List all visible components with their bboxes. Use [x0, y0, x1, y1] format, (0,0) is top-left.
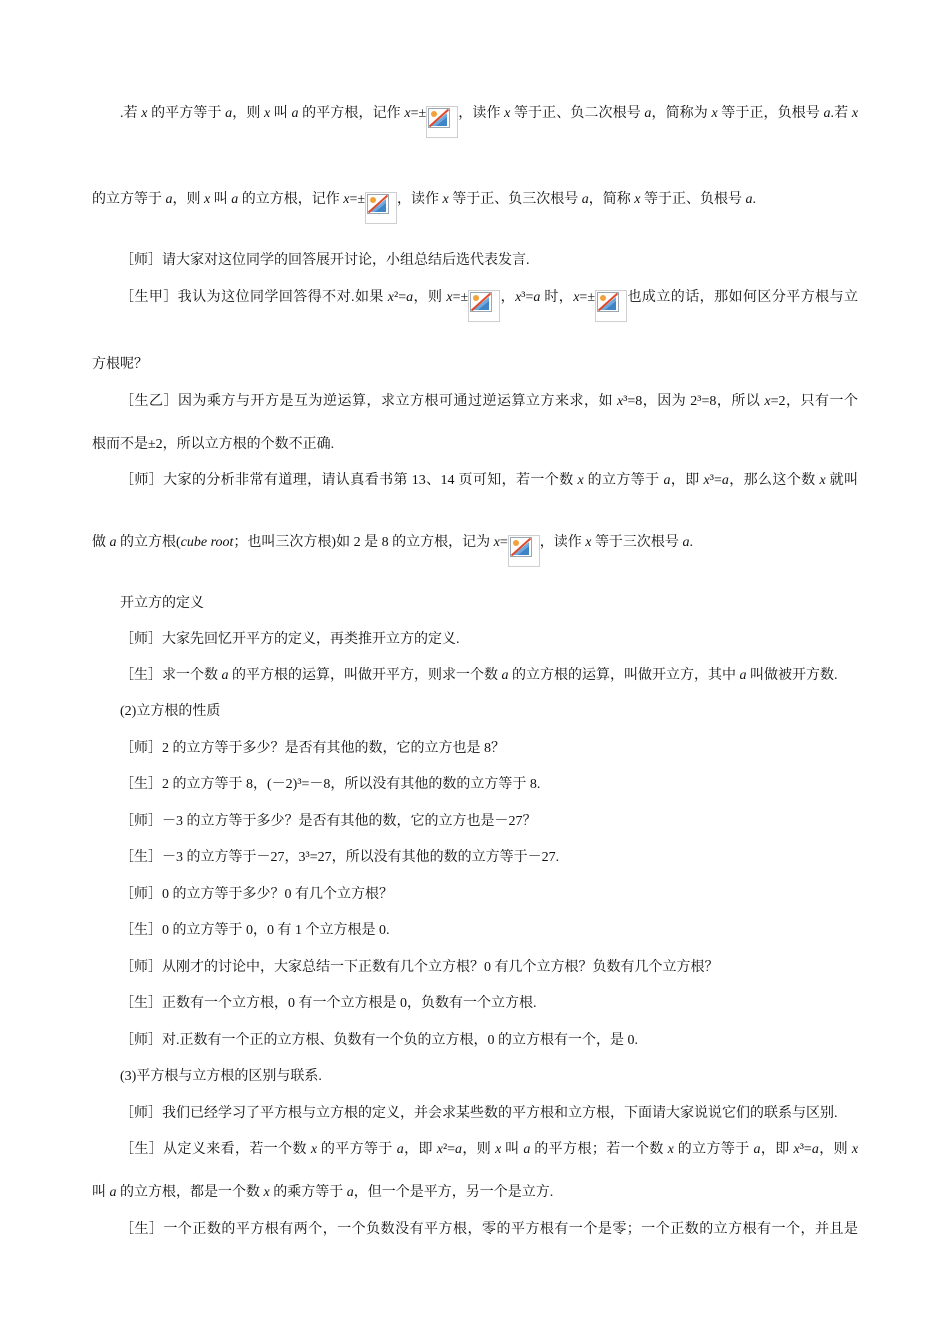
- text-run: 叫: [92, 1185, 110, 1200]
- text-line: [92, 1032, 858, 1050]
- text-run: ［生］求一个数: [120, 668, 222, 683]
- text-run: ［师］请大家对这位同学的回答展开讨论，小组总结后选代表发言.: [120, 253, 530, 268]
- text-line: [92, 356, 858, 374]
- italic-term: x: [703, 473, 710, 488]
- italic-term: x: [616, 394, 624, 409]
- text-run: ［生］2 的立方等于 8，(－2)³=－8，所以没有其他的数的立方等于 8.: [120, 777, 541, 792]
- text-line: [92, 1105, 858, 1123]
- italic-term: a: [644, 106, 652, 121]
- italic-term: a: [225, 106, 233, 121]
- text-run: ，读作: [539, 535, 586, 550]
- text-line: [92, 289, 858, 322]
- text-run: ［师］大家的分析非常有道理，请认真看书第 13、14 页可知，若一个数: [120, 473, 578, 488]
- text-run: 的立方根，都是一个数: [116, 1185, 264, 1200]
- text-run: 叫: [210, 192, 232, 207]
- text-line: [92, 472, 858, 490]
- text-run: (3)平方根与立方根的区别与联系.: [120, 1069, 322, 1084]
- italic-term: a: [682, 535, 690, 550]
- text-run: 的立方等于: [92, 192, 166, 207]
- italic-term: x: [577, 473, 584, 488]
- broken-image-icon: [595, 290, 627, 322]
- text-run: 叫做被开方数.: [746, 668, 838, 683]
- italic-term: a: [811, 1142, 819, 1157]
- text-run: 开立方的定义: [120, 596, 204, 611]
- text-line: [92, 886, 858, 904]
- italic-term: x: [310, 1142, 318, 1157]
- text-run: ［师］大家先回忆开平方的定义，再类推开立方的定义.: [120, 632, 460, 647]
- text-line: [92, 995, 858, 1013]
- text-run: ，简称: [588, 192, 635, 207]
- text-run: ，即: [403, 1142, 437, 1157]
- italic-term: a: [721, 473, 729, 488]
- text-line: [92, 740, 858, 758]
- text-run: ［师］从刚才的讨论中，大家总结一下正数有几个立方根？0 有几个立方根？负数有几个立方根？: [120, 960, 719, 975]
- text-run: 的平方等于: [147, 106, 226, 121]
- italic-term: a: [455, 1142, 463, 1157]
- text-run: ，即: [760, 1142, 794, 1157]
- italic-term: x: [204, 192, 211, 207]
- text-run: =±: [452, 290, 469, 305]
- text-run: ，则: [818, 1142, 852, 1157]
- text-run: .: [752, 192, 756, 207]
- text-line: [92, 393, 858, 411]
- text-line: [92, 776, 858, 794]
- text-run: ［生］正数有一个立方根，0 有一个立方根是 0，负数有一个立方根.: [120, 996, 537, 1011]
- text-line: [92, 667, 858, 685]
- text-run: =±: [410, 106, 427, 121]
- italic-term: a: [109, 535, 117, 550]
- text-run: ，简称为: [651, 106, 712, 121]
- italic-term: x: [264, 106, 271, 121]
- text-run: 等于三次根号: [591, 535, 683, 550]
- text-run: 就叫: [825, 473, 859, 488]
- text-line: [92, 922, 858, 940]
- italic-term: x: [585, 535, 592, 550]
- italic-term: x: [793, 1142, 800, 1157]
- text-line: [92, 813, 858, 831]
- italic-term: a: [396, 1142, 404, 1157]
- text-run: 的立方根的运算，叫做开立方，其中: [508, 668, 740, 683]
- text-run: ［师］我们已经学习了平方根与立方根的定义，并会求某些数的平方根和立方根，下面请大家说说它们的联系与区别.: [120, 1106, 838, 1121]
- text-line: [92, 1184, 858, 1202]
- italic-term: a: [501, 668, 509, 683]
- text-run: 等于正，负根号: [717, 106, 824, 121]
- italic-term: x: [851, 1142, 859, 1157]
- text-run: ；也叫三次方根)如 2 是 8 的立方根，记为: [233, 535, 494, 550]
- italic-term: a: [739, 668, 747, 683]
- broken-image-icon: [365, 192, 397, 224]
- broken-image-icon: [508, 535, 540, 567]
- text-run: ，那么这个数: [728, 473, 820, 488]
- text-run: ［生］0 的立方等于 0，0 有 1 个立方根是 0.: [120, 923, 390, 938]
- italic-term: a: [165, 192, 173, 207]
- text-line: [92, 534, 858, 567]
- text-run: =±: [349, 192, 366, 207]
- text-run: 也成立的话，那如何区分平方根与立: [627, 290, 859, 305]
- text-run: ［生］从定义来看，若一个数: [120, 1142, 311, 1157]
- text-line: [92, 191, 858, 224]
- italic-term: a: [346, 1185, 354, 1200]
- text-run: ，读作: [458, 106, 505, 121]
- text-run: ³=: [521, 290, 534, 305]
- text-run: ［师］－3 的立方等于多少？是否有其他的数，它的立方也是－27？: [120, 814, 537, 829]
- text-run: ，即: [670, 473, 704, 488]
- text-run: ³=: [709, 473, 722, 488]
- broken-image-icon: [468, 290, 500, 322]
- italic-term: a: [663, 473, 671, 488]
- italic-term: x: [343, 192, 350, 207]
- italic-term: a: [231, 192, 239, 207]
- text-run: ［生乙］因为乘方与开方是互为逆运算，求立方根可通过逆运算立方来求，如: [120, 394, 617, 409]
- italic-term: a: [753, 1142, 761, 1157]
- italic-term: a: [221, 668, 229, 683]
- text-run: ［师］2 的立方等于多少？是否有其他的数，它的立方也是 8？: [120, 741, 505, 756]
- italic-term: cube root: [180, 535, 234, 550]
- text-run: (2)立方根的性质: [120, 704, 221, 719]
- italic-term: a: [291, 106, 299, 121]
- italic-term: x: [667, 1142, 674, 1157]
- text-run: ，则: [172, 192, 204, 207]
- text-run: ³=: [799, 1142, 812, 1157]
- section-heading: [92, 1068, 858, 1086]
- italic-term: x: [387, 290, 394, 305]
- text-run: ，但一个是平方，另一个是立方.: [353, 1185, 554, 1200]
- italic-term: x: [515, 290, 522, 305]
- text-run: 做: [92, 535, 110, 550]
- text-line: [92, 105, 858, 138]
- text-run: 等于正、负根号: [640, 192, 746, 207]
- text-run: ［师］0 的立方等于多少？0 有几个立方根？: [120, 887, 393, 902]
- text-run: 叫: [270, 106, 292, 121]
- text-run: 的平方根；若一个数: [530, 1142, 668, 1157]
- italic-term: x: [819, 473, 826, 488]
- italic-term: x: [436, 1142, 443, 1157]
- italic-term: x: [711, 106, 718, 121]
- text-line: [92, 252, 858, 270]
- text-line: [92, 1141, 858, 1159]
- italic-term: x: [442, 192, 449, 207]
- text-run: 根而不是±2，所以立方根的个数不正确.: [92, 437, 335, 452]
- text-run: ²=: [394, 290, 407, 305]
- italic-term: x: [263, 1185, 270, 1200]
- text-run: ［生］一个正数的平方根有两个，一个负数没有平方根，零的平方根有一个是零；一个正数的立方根有一个，并且是: [120, 1222, 858, 1237]
- text-run: ［师］对.正数有一个正的立方根、负数有一个负的立方根，0 的立方根有一个，是 0.: [120, 1033, 638, 1048]
- italic-term: x: [446, 290, 453, 305]
- text-run: 的平方等于: [317, 1142, 397, 1157]
- text-run: ，则: [413, 290, 447, 305]
- text-run: .若: [120, 106, 142, 121]
- text-line: [92, 1221, 858, 1239]
- text-run: ²=: [442, 1142, 456, 1157]
- text-run: 的立方等于: [673, 1142, 754, 1157]
- text-run: ［生甲］我认为这位同学回答得不对.如果: [120, 290, 388, 305]
- text-run: =±: [579, 290, 596, 305]
- italic-term: x: [495, 1142, 502, 1157]
- italic-term: a: [406, 290, 414, 305]
- text-run: 的乘方等于: [269, 1185, 347, 1200]
- text-run: 的平方根，记作: [298, 106, 405, 121]
- section-heading: [92, 595, 858, 613]
- text-run: 的立方根，记作: [238, 192, 344, 207]
- italic-term: x: [404, 106, 411, 121]
- text-run: 等于正、负二次根号: [510, 106, 645, 121]
- text-run: ，读作: [397, 192, 443, 207]
- text-run: 的平方根的运算，叫做开平方，则求一个数: [228, 668, 502, 683]
- text-run: 叫: [501, 1142, 524, 1157]
- text-line: [92, 959, 858, 977]
- text-line: [92, 436, 858, 454]
- text-run: ，: [500, 290, 516, 305]
- text-run: =: [499, 535, 508, 550]
- italic-term: x: [764, 394, 771, 409]
- italic-term: a: [533, 290, 541, 305]
- text-run: 时，: [540, 290, 574, 305]
- section-heading: [92, 703, 858, 721]
- text-run: 的立方等于: [583, 473, 664, 488]
- italic-term: x: [851, 106, 859, 121]
- italic-term: a: [745, 192, 753, 207]
- text-run: ，则: [232, 106, 265, 121]
- italic-term: x: [634, 192, 641, 207]
- text-run: .: [689, 535, 693, 550]
- text-run: ［生］－3 的立方等于－27，3³=27，所以没有其他的数的立方等于－27.: [120, 850, 560, 865]
- italic-term: a: [823, 106, 831, 121]
- italic-term: a: [109, 1185, 117, 1200]
- text-run: =2，只有一个: [770, 394, 859, 409]
- italic-term: x: [141, 106, 148, 121]
- text-run: 的立方根(: [116, 535, 181, 550]
- text-run: .若: [830, 106, 852, 121]
- italic-term: a: [581, 192, 589, 207]
- italic-term: x: [504, 106, 511, 121]
- text-run: 等于正、负三次根号: [448, 192, 582, 207]
- italic-term: x: [573, 290, 580, 305]
- text-line: [92, 631, 858, 649]
- broken-image-icon: [426, 106, 458, 138]
- text-run: ³=8，因为 2³=8，所以: [623, 394, 765, 409]
- text-run: 方根呢？: [92, 357, 148, 372]
- italic-term: x: [493, 535, 500, 550]
- italic-term: a: [523, 1142, 531, 1157]
- text-line: [92, 849, 858, 867]
- text-run: ，则: [462, 1142, 496, 1157]
